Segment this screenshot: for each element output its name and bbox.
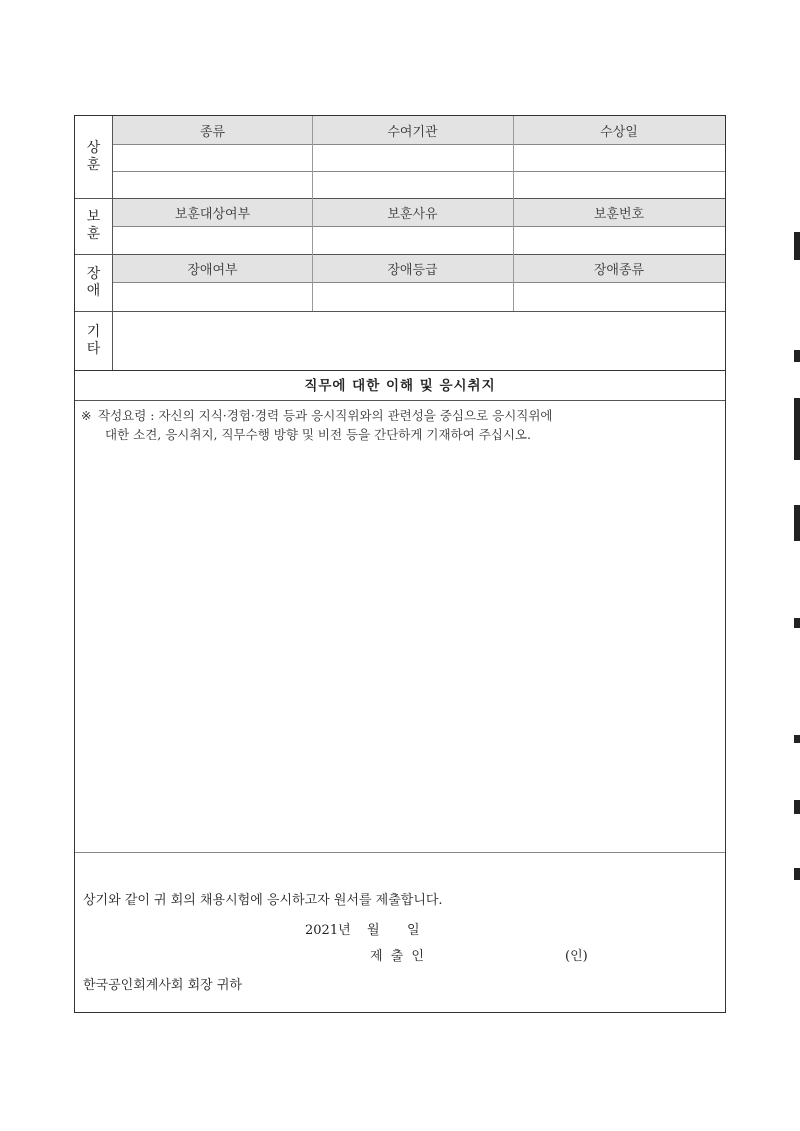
disability-label-line1: 장 xyxy=(86,265,101,282)
other-label-line2: 타 xyxy=(86,340,101,357)
disability-row[interactable] xyxy=(113,283,725,311)
disability-header-status: 장애여부 xyxy=(113,255,312,282)
veteran-label xyxy=(75,198,113,254)
statement-textarea[interactable] xyxy=(75,456,725,851)
veteran-row[interactable] xyxy=(113,227,725,254)
veteran-header-number: 보훈번호 xyxy=(513,199,725,226)
awards-header-issuer: 수여기관 xyxy=(312,116,513,144)
disability-label-line2: 애 xyxy=(86,282,101,299)
guide-line-2: 대한 소견, 응시취지, 직무수행 방향 및 비전 등을 간단하게 기재하여 주십시오. xyxy=(105,427,531,442)
veteran-header-reason: 보훈사유 xyxy=(312,199,513,226)
other-field[interactable] xyxy=(113,312,725,370)
disability-header-type: 장애종류 xyxy=(513,255,725,282)
submitter-label: 제 출 인 xyxy=(370,949,426,964)
other-label xyxy=(75,311,113,370)
seal-label: (인) xyxy=(565,949,588,964)
reference-mark: ※ xyxy=(81,408,92,423)
other-label-line1: 기 xyxy=(86,323,101,340)
date-day: 일 xyxy=(407,923,420,938)
awards-header-date: 수상일 xyxy=(513,116,725,144)
disability-label xyxy=(75,254,113,311)
declaration-sentence: 상기와 같이 귀 회의 채용시험에 응시하고자 원서를 제출합니다. xyxy=(83,893,443,908)
awards-row-1[interactable] xyxy=(113,145,725,171)
writing-guide xyxy=(81,406,721,444)
veteran-label-line2: 훈 xyxy=(86,226,101,242)
awards-label xyxy=(75,116,113,198)
awards-label-line2: 훈 xyxy=(86,157,101,173)
addressee: 한국공인회계사회 회장 귀하 xyxy=(83,978,242,993)
awards-header-type: 종류 xyxy=(113,116,312,144)
awards-label-line1: 상 xyxy=(86,140,101,156)
veteran-label-line1: 보 xyxy=(86,209,101,225)
application-form xyxy=(74,115,726,1013)
veteran-header-status: 보훈대상여부 xyxy=(113,199,312,226)
submitter-name-field[interactable] xyxy=(440,942,560,962)
awards-row-2[interactable] xyxy=(113,172,725,198)
date-year: 2021년 xyxy=(305,923,351,938)
disability-header-grade: 장애등급 xyxy=(312,255,513,282)
statement-title: 직무에 대한 이해 및 응시취지 xyxy=(304,378,496,394)
date-month: 월 xyxy=(367,923,380,938)
guide-line-1: 작성요령 : 자신의 지식·경험·경력 등과 응시직위와의 관련성을 중심으로 응시직위에 xyxy=(98,408,553,423)
